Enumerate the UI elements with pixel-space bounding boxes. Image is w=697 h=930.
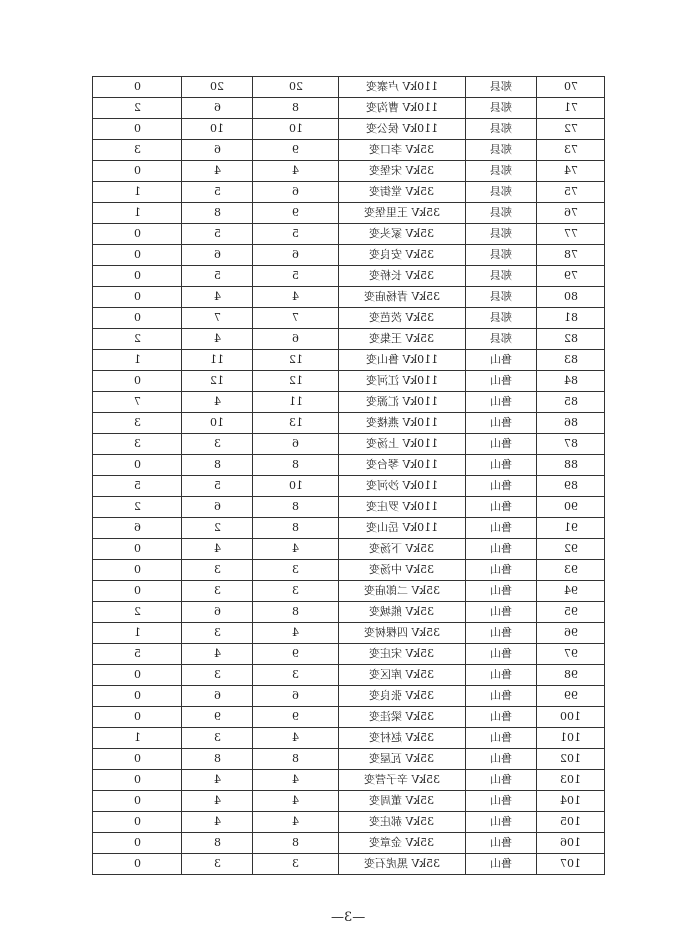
table-cell: 鲁山 xyxy=(466,602,537,623)
table-cell: 0 xyxy=(93,749,182,770)
table-cell: 鲁山 xyxy=(466,371,537,392)
table-cell: 6 xyxy=(182,245,253,266)
table-cell: 鲁山 xyxy=(466,770,537,791)
table-cell: 5 xyxy=(93,644,182,665)
table-cell: 鲁山 xyxy=(466,539,537,560)
table-cell: 0 xyxy=(93,77,182,98)
table-cell: 鲁山 xyxy=(466,455,537,476)
table-row xyxy=(93,140,605,161)
table-cell: 6 xyxy=(182,602,253,623)
table-cell: 11 xyxy=(253,392,339,413)
table-cell: 105 xyxy=(537,812,605,833)
table-cell: 35kV 长桥变 xyxy=(339,266,466,287)
table-cell: 0 xyxy=(93,371,182,392)
table-cell: 1 xyxy=(93,350,182,371)
table-cell: 0 xyxy=(93,833,182,854)
table-cell: 74 xyxy=(537,161,605,182)
table-cell: 35kV 四棵树变 xyxy=(339,623,466,644)
table-cell: 3 xyxy=(253,854,339,875)
table-cell: 8 xyxy=(182,749,253,770)
table-cell: 8 xyxy=(253,833,339,854)
table-cell: 郏县 xyxy=(466,77,537,98)
table-cell: 35kV 赵村变 xyxy=(339,728,466,749)
table-cell: 35kV 李口变 xyxy=(339,140,466,161)
table-row xyxy=(93,539,605,560)
table-cell: 110kV 汇源变 xyxy=(339,392,466,413)
table-cell: 8 xyxy=(253,518,339,539)
table-cell: 2 xyxy=(182,518,253,539)
table-cell: 3 xyxy=(93,413,182,434)
table-cell: 8 xyxy=(182,833,253,854)
table-row xyxy=(93,161,605,182)
table-cell: 1 xyxy=(93,728,182,749)
table-cell: 0 xyxy=(93,707,182,728)
table-cell: 0 xyxy=(93,539,182,560)
table-row xyxy=(93,812,605,833)
table-body xyxy=(93,77,605,875)
table-row xyxy=(93,455,605,476)
table-cell: 鲁山 xyxy=(466,560,537,581)
table-cell: 0 xyxy=(93,455,182,476)
table-cell: 鲁山 xyxy=(466,476,537,497)
table-cell: 鲁山 xyxy=(466,623,537,644)
table-cell: 0 xyxy=(93,581,182,602)
table-cell: 4 xyxy=(182,812,253,833)
table-cell: 鲁山 xyxy=(466,434,537,455)
table-cell: 10 xyxy=(253,476,339,497)
table-cell: 0 xyxy=(93,119,182,140)
table-cell: 35kV 堂街变 xyxy=(339,182,466,203)
table-cell: 12 xyxy=(253,371,339,392)
table-cell: 郏县 xyxy=(466,140,537,161)
table-cell: 12 xyxy=(253,350,339,371)
table-cell: 4 xyxy=(253,770,339,791)
table-row xyxy=(93,665,605,686)
table-cell: 91 xyxy=(537,518,605,539)
table-cell: 4 xyxy=(253,791,339,812)
table-cell: 郏县 xyxy=(466,119,537,140)
table-cell: 鲁山 xyxy=(466,581,537,602)
table-cell: 10 xyxy=(253,119,339,140)
table-cell: 3 xyxy=(182,581,253,602)
table-cell: 6 xyxy=(253,686,339,707)
table-cell: 6 xyxy=(253,329,339,350)
table-cell: 3 xyxy=(182,560,253,581)
table-row xyxy=(93,728,605,749)
table-cell: 郏县 xyxy=(466,287,537,308)
table-cell: 35kV 青杨庙变 xyxy=(339,287,466,308)
table-row xyxy=(93,392,605,413)
table-cell: 5 xyxy=(182,266,253,287)
table-cell: 0 xyxy=(93,161,182,182)
table-cell: 4 xyxy=(182,287,253,308)
table-row xyxy=(93,854,605,875)
table-cell: 4 xyxy=(182,329,253,350)
table-cell: 6 xyxy=(182,686,253,707)
table-cell: 9 xyxy=(182,707,253,728)
table-cell: 12 xyxy=(182,371,253,392)
table-cell: 郏县 xyxy=(466,98,537,119)
table-cell: 6 xyxy=(253,245,339,266)
table-cell: 郏县 xyxy=(466,245,537,266)
table-cell: 1 xyxy=(93,623,182,644)
table-cell: 110kV 侯公变 xyxy=(339,119,466,140)
table-cell: 鲁山 xyxy=(466,728,537,749)
table-cell: 6 xyxy=(182,140,253,161)
table-row xyxy=(93,623,605,644)
table-cell: 8 xyxy=(253,602,339,623)
table-cell: 0 xyxy=(93,224,182,245)
table-cell: 鲁山 xyxy=(466,665,537,686)
table-cell: 鲁山 xyxy=(466,497,537,518)
table-row xyxy=(93,203,605,224)
table-cell: 86 xyxy=(537,413,605,434)
table-row xyxy=(93,434,605,455)
table-row xyxy=(93,791,605,812)
table-cell: 35kV 安良变 xyxy=(339,245,466,266)
table-cell: 4 xyxy=(182,392,253,413)
table-row xyxy=(93,224,605,245)
table-cell: 5 xyxy=(253,266,339,287)
table-cell: 郏县 xyxy=(466,266,537,287)
table-cell: 35kV 金章变 xyxy=(339,833,466,854)
table-cell: 鲁山 xyxy=(466,413,537,434)
table-cell: 鲁山 xyxy=(466,791,537,812)
table-cell: 35kV 熊城变 xyxy=(339,602,466,623)
table-cell: 35kV 茨芭变 xyxy=(339,308,466,329)
table-row xyxy=(93,413,605,434)
table-cell: 104 xyxy=(537,791,605,812)
table-row xyxy=(93,770,605,791)
table-cell: 7 xyxy=(182,308,253,329)
table-cell: 97 xyxy=(537,644,605,665)
table-cell: 3 xyxy=(182,665,253,686)
table-cell: 鲁山 xyxy=(466,854,537,875)
table-cell: 98 xyxy=(537,665,605,686)
table-cell: 6 xyxy=(182,98,253,119)
table-cell: 4 xyxy=(253,161,339,182)
table-cell: 鲁山 xyxy=(466,686,537,707)
table-cell: 9 xyxy=(253,707,339,728)
table-cell: 87 xyxy=(537,434,605,455)
table-cell: 3 xyxy=(253,560,339,581)
table-cell: 4 xyxy=(253,812,339,833)
table-cell: 70 xyxy=(537,77,605,98)
table-row xyxy=(93,644,605,665)
table-cell: 77 xyxy=(537,224,605,245)
table-cell: 郏县 xyxy=(466,308,537,329)
table-cell: 鲁山 xyxy=(466,707,537,728)
table-cell: 106 xyxy=(537,833,605,854)
table-cell: 35kV 下汤变 xyxy=(339,539,466,560)
table-cell: 35kV 宋庄变 xyxy=(339,644,466,665)
table-cell: 3 xyxy=(182,728,253,749)
table-cell: 4 xyxy=(182,644,253,665)
table-cell: 84 xyxy=(537,371,605,392)
table-cell: 35kV 辛子营变 xyxy=(339,770,466,791)
table-row xyxy=(93,749,605,770)
table-row xyxy=(93,182,605,203)
table-row xyxy=(93,518,605,539)
table-cell: 4 xyxy=(182,161,253,182)
table-cell: 11 xyxy=(182,350,253,371)
table-cell: 0 xyxy=(93,665,182,686)
table-cell: 3 xyxy=(93,140,182,161)
table-cell: 35kV 瓦屋变 xyxy=(339,749,466,770)
table-cell: 7 xyxy=(253,308,339,329)
table-cell: 郏县 xyxy=(466,203,537,224)
table-cell: 2 xyxy=(93,497,182,518)
table-cell: 0 xyxy=(93,686,182,707)
table-cell: 35kV 梁洼变 xyxy=(339,707,466,728)
table-cell: 83 xyxy=(537,350,605,371)
table-cell: 9 xyxy=(253,203,339,224)
table-cell: 6 xyxy=(253,182,339,203)
table-cell: 2 xyxy=(93,602,182,623)
table-cell: 110kV 鲁山变 xyxy=(339,350,466,371)
table-cell: 102 xyxy=(537,749,605,770)
table-cell: 1 xyxy=(93,203,182,224)
table-row xyxy=(93,266,605,287)
table-row xyxy=(93,602,605,623)
table-cell: 89 xyxy=(537,476,605,497)
table-row xyxy=(93,560,605,581)
table-cell: 郏县 xyxy=(466,329,537,350)
table-cell: 8 xyxy=(253,497,339,518)
table-cell: 96 xyxy=(537,623,605,644)
table-cell: 8 xyxy=(253,98,339,119)
table-row xyxy=(93,329,605,350)
table-cell: 3 xyxy=(93,434,182,455)
table-cell: 76 xyxy=(537,203,605,224)
table-cell: 郏县 xyxy=(466,224,537,245)
table-cell: 107 xyxy=(537,854,605,875)
table-row xyxy=(93,833,605,854)
table-cell: 5 xyxy=(93,476,182,497)
table-cell: 35kV 冢头变 xyxy=(339,224,466,245)
table-cell: 94 xyxy=(537,581,605,602)
table-cell: 0 xyxy=(93,791,182,812)
table-cell: 7 xyxy=(93,392,182,413)
table-cell: 10 xyxy=(182,119,253,140)
table-cell: 鲁山 xyxy=(466,644,537,665)
table-cell: 0 xyxy=(93,266,182,287)
table-cell: 92 xyxy=(537,539,605,560)
table-cell: 4 xyxy=(253,539,339,560)
table-cell: 6 xyxy=(182,497,253,518)
table-cell: 20 xyxy=(253,77,339,98)
table-cell: 35kV 库区变 xyxy=(339,665,466,686)
table-row xyxy=(93,371,605,392)
table-cell: 4 xyxy=(182,539,253,560)
table-cell: 8 xyxy=(253,455,339,476)
table-row xyxy=(93,119,605,140)
table-cell: 35kV 王里堡变 xyxy=(339,203,466,224)
table-cell: 110kV 岳山变 xyxy=(339,518,466,539)
table-row xyxy=(93,245,605,266)
table-row xyxy=(93,686,605,707)
table-cell: 100 xyxy=(537,707,605,728)
table-cell: 4 xyxy=(253,728,339,749)
table-cell: 6 xyxy=(253,434,339,455)
table-cell: 103 xyxy=(537,770,605,791)
table-cell: 35kV 郝庄变 xyxy=(339,812,466,833)
table-cell: 13 xyxy=(253,413,339,434)
table-cell: 5 xyxy=(182,476,253,497)
table-cell: 4 xyxy=(253,287,339,308)
table-cell: 鲁山 xyxy=(466,350,537,371)
table-cell: 82 xyxy=(537,329,605,350)
table-cell: 鲁山 xyxy=(466,749,537,770)
table-cell: 鲁山 xyxy=(466,518,537,539)
table-cell: 鲁山 xyxy=(466,833,537,854)
table-cell: 71 xyxy=(537,98,605,119)
table-cell: 0 xyxy=(93,287,182,308)
table-cell: 95 xyxy=(537,602,605,623)
table-cell: 0 xyxy=(93,770,182,791)
table-cell: 110kV 上汤变 xyxy=(339,434,466,455)
table-cell: 80 xyxy=(537,287,605,308)
table-cell: 4 xyxy=(253,623,339,644)
table-cell: 93 xyxy=(537,560,605,581)
table-cell: 0 xyxy=(93,245,182,266)
table-cell: 3 xyxy=(182,854,253,875)
table-cell: 8 xyxy=(182,203,253,224)
table-row xyxy=(93,77,605,98)
table-row xyxy=(93,350,605,371)
table-row xyxy=(93,98,605,119)
table-cell: 110kV 沙河变 xyxy=(339,476,466,497)
table-cell: 4 xyxy=(182,791,253,812)
table-cell: 110kV 曹沟变 xyxy=(339,98,466,119)
table-cell: 9 xyxy=(253,644,339,665)
table-row xyxy=(93,497,605,518)
table-cell: 8 xyxy=(253,749,339,770)
page-number: —3— xyxy=(331,910,366,925)
table-cell: 0 xyxy=(93,854,182,875)
table-cell: 0 xyxy=(93,308,182,329)
table-cell: 3 xyxy=(182,623,253,644)
table-row xyxy=(93,707,605,728)
table-cell: 35kV 二郎庙变 xyxy=(339,581,466,602)
table-cell: 110kV 卢寨变 xyxy=(339,77,466,98)
table-cell: 2 xyxy=(93,98,182,119)
table-cell: 3 xyxy=(182,434,253,455)
table-cell: 郏县 xyxy=(466,182,537,203)
table-cell: 10 xyxy=(182,413,253,434)
table-cell: 鲁山 xyxy=(466,392,537,413)
table-cell: 101 xyxy=(537,728,605,749)
table-cell: 35kV 中汤变 xyxy=(339,560,466,581)
table-cell: 35kV 董周变 xyxy=(339,791,466,812)
table-cell: 鲁山 xyxy=(466,812,537,833)
table-cell: 35kV 王集变 xyxy=(339,329,466,350)
table-cell: 1 xyxy=(93,182,182,203)
table-cell: 8 xyxy=(182,455,253,476)
table-cell: 110kV 罗庄变 xyxy=(339,497,466,518)
table-cell: 20 xyxy=(182,77,253,98)
table-cell: 4 xyxy=(182,770,253,791)
table-cell: 73 xyxy=(537,140,605,161)
table-cell: 3 xyxy=(253,581,339,602)
table-cell: 0 xyxy=(93,560,182,581)
table-cell: 99 xyxy=(537,686,605,707)
table-cell: 72 xyxy=(537,119,605,140)
table-cell: 5 xyxy=(182,182,253,203)
table-row xyxy=(93,581,605,602)
table-cell: 35kV 黑虎石变 xyxy=(339,854,466,875)
table-cell: 0 xyxy=(93,812,182,833)
table-row xyxy=(93,476,605,497)
table-cell: 81 xyxy=(537,308,605,329)
table-cell: 78 xyxy=(537,245,605,266)
table-cell: 3 xyxy=(253,665,339,686)
table-cell: 88 xyxy=(537,455,605,476)
table-row xyxy=(93,308,605,329)
table-cell: 110kV 琴台变 xyxy=(339,455,466,476)
table-cell: 6 xyxy=(93,518,182,539)
table-cell: 5 xyxy=(182,224,253,245)
table-cell: 90 xyxy=(537,497,605,518)
table-cell: 郏县 xyxy=(466,161,537,182)
table-cell: 35kV 张良变 xyxy=(339,686,466,707)
table-cell: 5 xyxy=(253,224,339,245)
table-cell: 79 xyxy=(537,266,605,287)
table-cell: 110kV 江河变 xyxy=(339,371,466,392)
table-cell: 110kV 燕楼变 xyxy=(339,413,466,434)
table-cell: 85 xyxy=(537,392,605,413)
substation-table xyxy=(92,76,605,875)
table-cell: 75 xyxy=(537,182,605,203)
table-cell: 2 xyxy=(93,329,182,350)
table-row xyxy=(93,287,605,308)
table-cell: 9 xyxy=(253,140,339,161)
table-cell: 35kV 宋堡变 xyxy=(339,161,466,182)
